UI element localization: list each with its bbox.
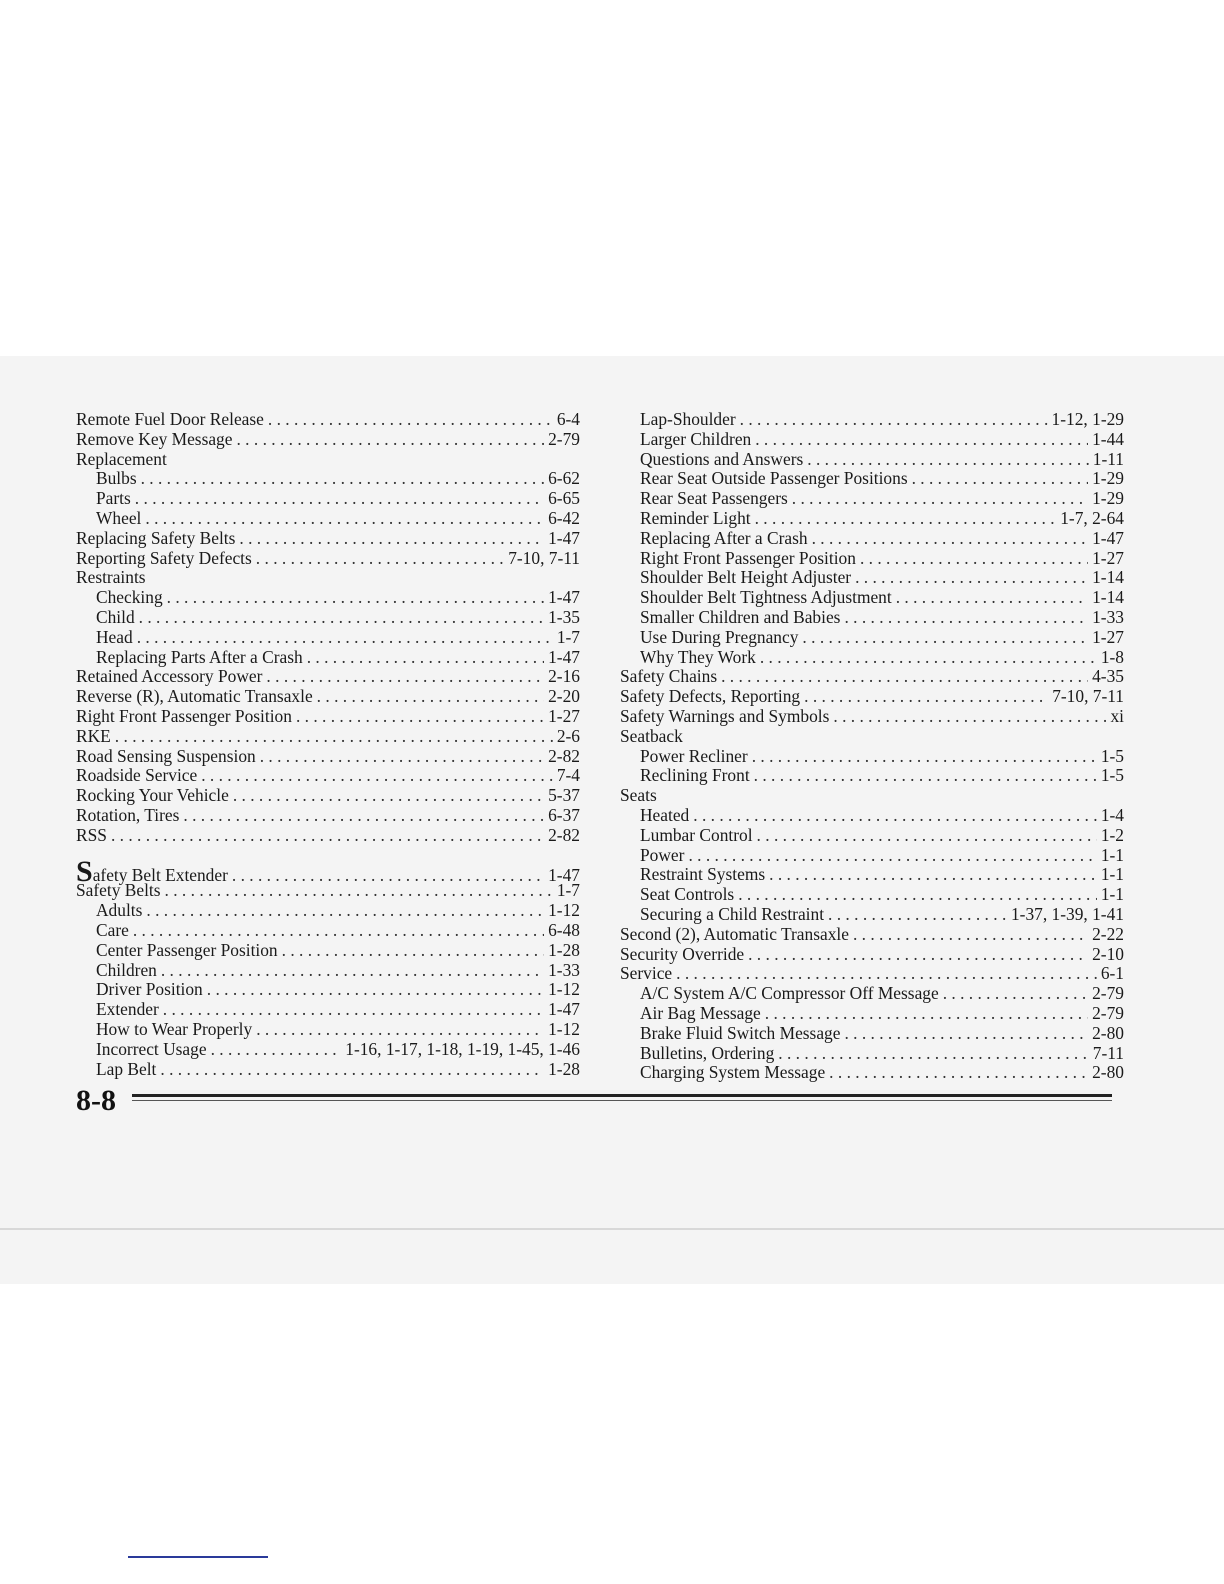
entry-label: Restraints [76, 567, 146, 588]
leader-dots [236, 430, 544, 450]
entry-pages: 1-12 [548, 979, 580, 1000]
entry-label: RSS [76, 824, 107, 845]
leader-dots [943, 984, 1088, 1004]
index-entry[interactable] [620, 588, 1124, 608]
index-entry[interactable] [76, 489, 580, 509]
entry-pages: 1-27 [1092, 626, 1124, 647]
index-entry[interactable] [76, 1040, 580, 1060]
entry-label: RKE [76, 725, 111, 746]
section-gap [76, 846, 580, 862]
entry-pages: 1-47 [1092, 527, 1124, 548]
index-entry[interactable] [620, 846, 1124, 866]
entry-label: Rear Seat Outside Passenger Positions [640, 468, 908, 489]
entry-label: Remove Key Message [76, 428, 233, 449]
entry-pages: 1-5 [1100, 765, 1124, 786]
index-entry[interactable] [620, 865, 1124, 885]
entry-pages: 2-79 [1092, 1002, 1124, 1023]
leader-dots [757, 826, 1097, 846]
entry-label: Reclining Front [640, 765, 750, 786]
entry-label: Reporting Safety Defects [76, 547, 252, 568]
entry-pages: 1-7 [556, 626, 580, 647]
index-entry[interactable] [620, 1044, 1124, 1064]
entry-pages: 5-37 [548, 785, 580, 806]
index-entry[interactable] [76, 826, 580, 846]
entry-pages: 6-62 [548, 468, 580, 489]
entry-pages: 1-7 [556, 880, 580, 901]
entry-label: Safety Belts [76, 880, 161, 901]
entry-label: Replacing After a Crash [640, 527, 808, 548]
entry-label: Extender [96, 999, 159, 1020]
index-entry[interactable] [620, 529, 1124, 549]
index-entry[interactable] [76, 469, 580, 489]
entry-pages: 1-33 [1092, 606, 1124, 627]
leader-dots [260, 747, 544, 767]
index-entry[interactable] [76, 727, 580, 747]
leader-dots [201, 766, 553, 786]
entry-label: Charging System Message [640, 1062, 826, 1083]
entry-pages: 1-27 [1092, 547, 1124, 568]
leader-dots [307, 648, 544, 668]
entry-pages: 1-28 [548, 939, 580, 960]
leader-dots [266, 667, 544, 687]
leader-dots [161, 961, 544, 981]
leader-dots [207, 980, 544, 1000]
entry-label: Smaller Children and Babies [640, 606, 841, 627]
index-entry[interactable] [76, 1060, 580, 1080]
index-entry[interactable] [76, 901, 580, 921]
index-entry[interactable] [76, 509, 580, 529]
entry-pages: 7-11 [1092, 1042, 1124, 1063]
leader-dots [748, 945, 1088, 965]
index-entry[interactable] [76, 648, 580, 668]
entry-label: Retained Accessory Power [76, 666, 263, 687]
entry-label: Air Bag Message [640, 1002, 761, 1023]
index-entry[interactable] [620, 568, 1124, 588]
index-entry[interactable] [620, 667, 1124, 687]
leader-dots [812, 529, 1089, 549]
entry-pages: 1-1 [1100, 864, 1124, 885]
index-entry[interactable] [620, 885, 1124, 905]
entry-label: Parts [96, 488, 131, 509]
entry-pages: 1-37, 1-39, 1-41 [1010, 903, 1124, 924]
entry-pages: 7-4 [556, 765, 580, 786]
entry-label: Safety Chains [620, 666, 718, 687]
index-entry[interactable] [620, 707, 1124, 727]
index-entry[interactable] [620, 430, 1124, 450]
index-entry[interactable] [620, 628, 1124, 648]
index-entry[interactable] [620, 410, 1124, 430]
entry-label: Reminder Light [640, 507, 751, 528]
entry-pages: 1-29 [1092, 468, 1124, 489]
entry-label: How to Wear Properly [96, 1018, 253, 1039]
entry-pages: 2-80 [1092, 1062, 1124, 1083]
entry-pages: 2-22 [1092, 923, 1124, 944]
entry-label: Brake Fluid Switch Message [640, 1022, 841, 1043]
index-entry[interactable] [76, 410, 580, 430]
entry-pages: 1-14 [1092, 567, 1124, 588]
leader-dots [163, 1000, 544, 1020]
index-entry[interactable] [76, 608, 580, 628]
entry-pages: 1-8 [1100, 646, 1124, 667]
entry-pages: 1-29 [1092, 488, 1124, 509]
entry-pages: 1-5 [1100, 745, 1124, 766]
index-entry[interactable] [620, 826, 1124, 846]
index-entry-safety-belt-extender[interactable] [76, 854, 580, 888]
index-entry[interactable] [620, 549, 1124, 569]
index-entry[interactable] [620, 984, 1124, 1004]
entry-pages: 2-82 [548, 824, 580, 845]
index-entry[interactable] [620, 964, 1124, 984]
footer-rule-thick [132, 1094, 1112, 1097]
leader-dots [778, 1044, 1088, 1064]
index-entry[interactable] [76, 921, 580, 941]
entry-label: Incorrect Usage [96, 1038, 207, 1059]
entry-label: Safety Defects, Reporting [620, 686, 801, 707]
index-entry[interactable] [76, 430, 580, 450]
index-heading[interactable] [620, 727, 1124, 747]
entry-label: Replacing Safety Belts [76, 527, 236, 548]
entry-pages: 6-42 [548, 507, 580, 528]
footer-link-underline [128, 1556, 268, 1558]
page-number: 8-8 [76, 1084, 116, 1117]
index-group-s-left [76, 881, 580, 1079]
leader-dots [912, 469, 1089, 489]
entry-pages: 2-20 [548, 686, 580, 707]
entry-pages: 2-79 [1092, 983, 1124, 1004]
entry-label: Power [640, 844, 685, 865]
entry-label: Replacement [76, 448, 167, 469]
entry-label: Children [96, 959, 157, 980]
leader-dots [855, 568, 1088, 588]
index-entry[interactable] [620, 925, 1124, 945]
index-entry[interactable] [76, 588, 580, 608]
index-entry[interactable] [76, 881, 580, 901]
leader-dots [676, 964, 1097, 984]
entry-label: Center Passenger Position [96, 939, 278, 960]
entry-pages: 2-79 [548, 428, 580, 449]
index-entry[interactable] [76, 707, 580, 727]
entry-pages: 6-65 [548, 488, 580, 509]
entry-pages: 2-82 [548, 745, 580, 766]
entry-label: Heated [640, 804, 690, 825]
entry-pages: 6-4 [556, 409, 580, 429]
entry-label: Rear Seat Passengers [640, 488, 788, 509]
index-entry[interactable] [620, 945, 1124, 965]
leader-dots [268, 410, 553, 430]
leader-dots [752, 747, 1097, 767]
entry-pages: 1-35 [548, 606, 580, 627]
entry-label: Lumbar Control [640, 824, 753, 845]
entry-pages: 6-37 [548, 804, 580, 825]
leader-dots [740, 410, 1048, 430]
entry-label: Service [620, 963, 673, 984]
entry-label: Why They Work [640, 646, 756, 667]
entry-label: Right Front Passenger Position [640, 547, 856, 568]
entry-label: Bulbs [96, 468, 137, 489]
index-entry[interactable] [620, 608, 1124, 628]
entry-pages: 1-47 [548, 587, 580, 608]
entry-pages: 1-44 [1092, 428, 1124, 449]
leader-dots [807, 450, 1088, 470]
entry-pages: xi [1110, 705, 1124, 726]
leader-dots [165, 881, 553, 901]
leader-dots [765, 1004, 1088, 1024]
entry-label: Seats [620, 785, 657, 806]
index-entry[interactable] [620, 1063, 1124, 1083]
entry-pages: 1-11 [1092, 448, 1124, 469]
entry-label: Securing a Child Restraint [640, 903, 825, 924]
leader-dots [211, 1040, 342, 1060]
entry-pages: 1-12 [548, 900, 580, 921]
entry-label: Care [96, 919, 129, 940]
leader-dots [256, 549, 504, 569]
index-entry[interactable] [76, 980, 580, 1000]
entry-pages: 7-10, 7-11 [1052, 686, 1124, 707]
entry-pages: 4-35 [1092, 666, 1124, 687]
index-entry[interactable] [620, 766, 1124, 786]
leader-dots [769, 865, 1097, 885]
section-letter-s: S [76, 854, 93, 888]
entry-pages: 1-47 [548, 864, 580, 885]
entry-pages: 1-47 [548, 999, 580, 1020]
leader-dots [233, 786, 544, 806]
footer-rule-thin [132, 1100, 1112, 1101]
entry-label: Driver Position [96, 979, 203, 1000]
index-entry[interactable] [620, 806, 1124, 826]
entry-label: Road Sensing Suspension [76, 745, 256, 766]
entry-label: Lap-Shoulder [640, 409, 736, 429]
leader-dots [183, 806, 544, 826]
leader-dots [256, 1020, 544, 1040]
leader-dots [317, 687, 544, 707]
entry-pages: 1-27 [548, 705, 580, 726]
index-column-right [620, 410, 1124, 1083]
entry-pages: 2-6 [556, 725, 580, 746]
entry-pages: 1-14 [1092, 587, 1124, 608]
leader-dots [755, 509, 1057, 529]
leader-dots [804, 687, 1048, 707]
entry-pages: 1-33 [548, 959, 580, 980]
index-entry[interactable] [76, 1000, 580, 1020]
leader-dots [853, 925, 1088, 945]
leader-dots [146, 901, 544, 921]
entry-pages: 1-1 [1100, 884, 1124, 905]
leader-dots [829, 1063, 1088, 1083]
entry-pages: 1-47 [548, 646, 580, 667]
entry-pages: 1-28 [548, 1058, 580, 1079]
entry-pages: 1-2 [1100, 824, 1124, 845]
entry-label: Security Override [620, 943, 745, 964]
leader-dots [760, 648, 1097, 668]
leader-dots [896, 588, 1088, 608]
leader-dots [833, 707, 1106, 727]
leader-dots [844, 608, 1088, 628]
index-heading[interactable] [76, 568, 580, 588]
entry-label: A/C System A/C Compressor Off Message [640, 983, 939, 1004]
index-entry[interactable] [620, 469, 1124, 489]
entry-label: Use During Pregnancy [640, 626, 799, 647]
leader-dots [721, 667, 1088, 687]
index-heading[interactable] [620, 786, 1124, 806]
leader-dots [133, 921, 544, 941]
leader-dots [792, 489, 1088, 509]
leader-dots [844, 1024, 1088, 1044]
leader-dots [139, 608, 544, 628]
entry-pages: 1-12, 1-29 [1051, 409, 1124, 429]
leader-dots [688, 846, 1096, 866]
leader-dots [167, 588, 544, 608]
leader-dots [135, 489, 544, 509]
entry-pages: 6-1 [1100, 963, 1124, 984]
entry-label: Seat Controls [640, 884, 735, 905]
index-entry[interactable] [76, 961, 580, 981]
leader-dots [239, 529, 544, 549]
entry-label-rest: afety Belt Extender [92, 864, 228, 885]
entry-pages: 2-16 [548, 666, 580, 687]
entry-pages: 1-1 [1100, 844, 1124, 865]
leader-dots [137, 628, 553, 648]
entry-label: Restraint Systems [640, 864, 766, 885]
entry-label: Checking [96, 587, 163, 608]
index-heading[interactable] [76, 450, 580, 470]
entry-label: Shoulder Belt Tightness Adjustment [640, 587, 892, 608]
entry-label: Remote Fuel Door Release [76, 409, 264, 429]
index-entry[interactable] [76, 1020, 580, 1040]
entry-pages: 7-10, 7-11 [508, 547, 580, 568]
index-entry[interactable] [76, 747, 580, 767]
entry-label: Adults [96, 900, 143, 921]
entry-pages: 1-12 [548, 1018, 580, 1039]
leader-dots [802, 628, 1088, 648]
entry-label: Lap Belt [96, 1058, 157, 1079]
leader-dots [754, 766, 1097, 786]
entry-label: Roadside Service [76, 765, 198, 786]
index-entry[interactable] [620, 509, 1124, 529]
entry-label: Questions and Answers [640, 448, 804, 469]
leader-dots [160, 1060, 544, 1080]
entry-label: Reverse (R), Automatic Transaxle [76, 686, 313, 707]
entry-label: Head [96, 626, 133, 647]
index-entry[interactable] [620, 648, 1124, 668]
index-entry[interactable] [76, 687, 580, 707]
entry-label: Bulletins, Ordering [640, 1042, 775, 1063]
leader-dots [693, 806, 1097, 826]
entry-label: Replacing Parts After a Crash [96, 646, 303, 667]
entry-label: Wheel [96, 507, 142, 528]
entry-pages: 1-4 [1100, 804, 1124, 825]
index-entry[interactable] [76, 786, 580, 806]
index-entry[interactable] [76, 549, 580, 569]
entry-label: Right Front Passenger Position [76, 705, 292, 726]
entry-label: Child [96, 606, 135, 627]
leader-dots [111, 826, 544, 846]
index-entry[interactable] [76, 667, 580, 687]
index-entry[interactable] [76, 628, 580, 648]
leader-dots [860, 549, 1088, 569]
index-entry[interactable] [76, 806, 580, 826]
entry-pages: 2-10 [1092, 943, 1124, 964]
entry-label: Second (2), Automatic Transaxle [620, 923, 849, 944]
entry-pages: 1-47 [548, 527, 580, 548]
leader-dots [115, 727, 553, 747]
index-group-r-left [76, 410, 580, 846]
leader-dots [282, 941, 544, 961]
leader-dots [755, 430, 1088, 450]
entry-pages: 2-80 [1092, 1022, 1124, 1043]
entry-label: Shoulder Belt Height Adjuster [640, 567, 852, 588]
entry-label: Safety Warnings and Symbols [620, 705, 830, 726]
index-column-left [76, 410, 580, 1079]
entry-label: Power Recliner [640, 745, 748, 766]
entry-pages: 6-48 [548, 919, 580, 940]
index-entry[interactable] [620, 747, 1124, 767]
entry-label: Larger Children [640, 428, 752, 449]
index-entry[interactable] [620, 687, 1124, 707]
entry-label: Seatback [620, 725, 683, 746]
entry-label: Rocking Your Vehicle [76, 785, 229, 806]
index-entry[interactable] [620, 1004, 1124, 1024]
index-entry[interactable] [76, 941, 580, 961]
index-entry[interactable] [76, 766, 580, 786]
leader-dots [141, 469, 545, 489]
leader-dots [738, 885, 1097, 905]
scan-edge-line [0, 1228, 1224, 1230]
leader-dots [828, 905, 1007, 925]
index-entry[interactable] [620, 489, 1124, 509]
index-entry[interactable] [620, 905, 1124, 925]
index-entry[interactable] [620, 1024, 1124, 1044]
leader-dots [145, 509, 544, 529]
entry-pages: 1-16, 1-17, 1-18, 1-19, 1-45, 1-46 [345, 1038, 580, 1059]
index-group-right [620, 410, 1124, 1083]
entry-label: Rotation, Tires [76, 804, 180, 825]
index-entry[interactable] [620, 450, 1124, 470]
entry-pages: 1-7, 2-64 [1060, 507, 1124, 528]
index-entry[interactable] [76, 529, 580, 549]
leader-dots [296, 707, 544, 727]
